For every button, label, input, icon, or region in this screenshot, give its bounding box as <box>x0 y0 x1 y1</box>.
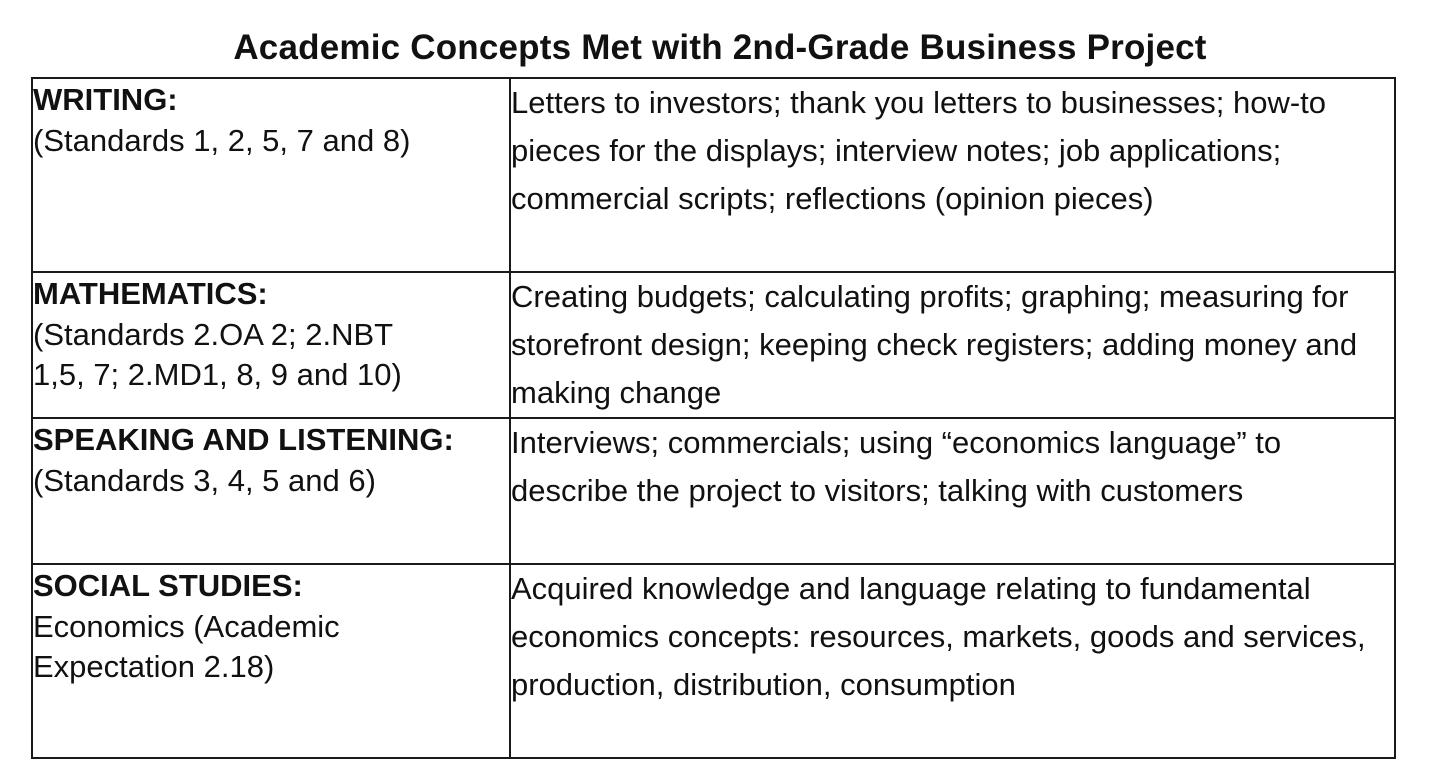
concepts-table <box>31 77 1396 759</box>
subject-cell <box>32 418 510 564</box>
subject-cell <box>32 272 510 418</box>
activities-cell <box>510 418 1395 564</box>
subject-standards: (Standards 2.OA 2; 2.NBT 1,5, 7; 2.MD1, 8, 9 and 10) <box>33 317 402 392</box>
subject-heading: MATHEMATICS: <box>33 276 268 311</box>
subject-standards: (Standards 1, 2, 5, 7 and 8) <box>33 123 411 158</box>
activities-cell <box>510 564 1395 758</box>
activities-text: Acquired knowledge and language relating to fundamental economics concepts: resources, markets, goods and services, production, distribution, consumption <box>511 571 1366 702</box>
subject-cell <box>32 564 510 758</box>
subject-heading: WRITING: <box>33 82 178 117</box>
activities-cell <box>510 272 1395 418</box>
subject-heading: SPEAKING AND LISTENING: <box>33 422 454 457</box>
table-row-speaking-listening <box>32 418 1395 564</box>
table-row-social-studies <box>32 564 1395 758</box>
subject-cell <box>32 78 510 272</box>
activities-text: Interviews; commercials; using “economics language” to describe the project to visitors; talking with customers <box>511 425 1282 508</box>
subject-standards: Economics (Academic Expectation 2.18) <box>33 609 340 684</box>
activities-text: Creating budgets; calculating profits; graphing; measuring for storefront design; keeping check registers; adding money and making change <box>511 279 1358 410</box>
table-row-mathematics <box>32 272 1395 418</box>
subject-standards: (Standards 3, 4, 5 and 6) <box>33 463 376 498</box>
table-row-writing <box>32 78 1395 272</box>
activities-cell <box>510 78 1395 272</box>
document-title: Academic Concepts Met with 2nd-Grade Business Project <box>233 28 1207 67</box>
subject-heading: SOCIAL STUDIES: <box>33 568 303 603</box>
activities-text: Letters to investors; thank you letters to businesses; how-to pieces for the displays; interview notes; job applications; commercial scripts; reflections (opinion pieces) <box>511 85 1327 216</box>
